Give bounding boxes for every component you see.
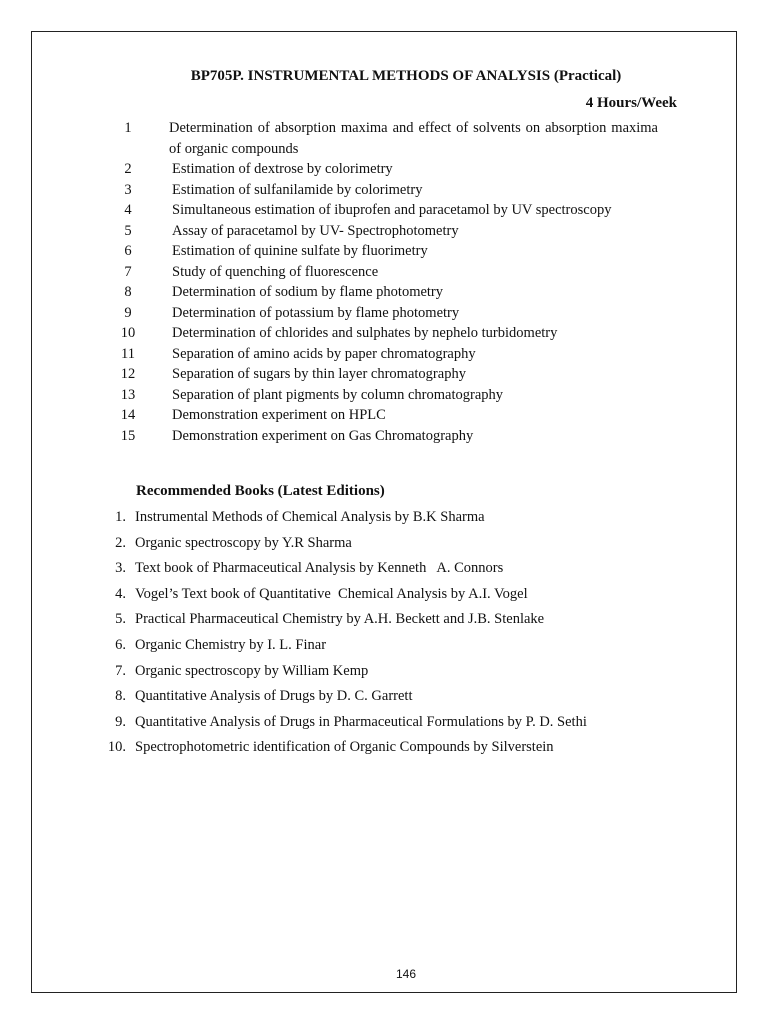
list-item [0,426,768,447]
item-number: 13 [120,386,136,403]
list-item [0,607,768,633]
item-number: 5. [115,611,126,628]
item-text: Vogel’s Text book of Quantitative Chemical Analysis by A.I. Vogel [135,585,528,602]
item-number: 12 [120,366,136,382]
item-number: 1. [115,509,126,525]
list-item [0,221,768,242]
item-text: Quantitative Analysis of Drugs in Pharmaceutical Formulations by P. D. Sethi [135,713,587,730]
item-text: Organic spectroscopy by Y.R Sharma [135,534,352,551]
item-number: 3. [115,560,126,577]
item-text: Separation of sugars by thin layer chromatography [172,366,466,382]
list-item [0,200,768,221]
item-text: Organic spectroscopy by William Kemp [135,662,369,679]
item-text: Determination of absorption maxima and effect of solvents on absorption maxima of organic compounds [169,120,658,157]
hours-per-week: 4 Hours/Week [585,95,677,111]
item-number: 6. [115,636,126,653]
item-text: Assay of paracetamol by UV- Spectrophotometry [172,222,459,239]
item-number: 14 [120,407,136,423]
item-number: 5 [124,222,132,239]
item-number: 4. [115,585,126,602]
item-number: 10 [120,325,136,341]
item-text: Quantitative Analysis of Drugs by D. C. Garrett [135,688,413,705]
item-text: Estimation of dextrose by colorimetry [172,161,393,177]
item-text: Determination of chlorides and sulphates by nephelo turbidometry [172,325,558,341]
item-number: 2 [124,161,132,177]
list-item [0,735,768,761]
list-item [0,633,768,659]
page-number: 146 [395,967,417,981]
item-number: 9 [124,304,132,321]
item-text: Demonstration experiment on HPLC [172,407,386,423]
list-item [0,684,768,710]
list-item [0,531,768,557]
list-item [0,582,768,608]
list-item [0,344,768,365]
item-number: 6 [124,243,132,259]
item-number: 15 [120,427,136,444]
practicals-list [0,118,768,446]
item-text: Organic Chemistry by I. L. Finar [135,636,327,653]
document-title: BP705P. INSTRUMENTAL METHODS OF ANALYSIS (Practical) [190,68,622,84]
item-text: Practical Pharmaceutical Chemistry by A.H. Beckett and J.B. Stenlake [135,611,545,628]
list-item [0,323,768,344]
books-heading: Recommended Books (Latest Editions) [136,483,385,499]
item-text: Simultaneous estimation of ibuprofen and paracetamol by UV spectroscopy [172,202,612,218]
item-number: 2. [115,534,126,551]
item-number: 8 [124,284,132,300]
item-text: Instrumental Methods of Chemical Analysis by B.K Sharma [135,509,485,525]
item-number: 9. [115,713,126,730]
item-number: 11 [121,345,135,362]
item-number: 10. [107,739,126,756]
list-item [0,262,768,283]
item-text: Study of quenching of fluorescence [172,263,379,280]
item-text: Demonstration experiment on Gas Chromatography [172,427,474,444]
list-item [0,659,768,685]
item-number: 4 [124,202,132,218]
item-text: Separation of plant pigments by column chromatography [172,386,504,403]
item-text: Determination of sodium by flame photometry [172,284,444,300]
list-item [0,710,768,736]
list-item [0,364,768,385]
list-item [0,505,768,531]
list-item [0,159,768,180]
list-item [0,405,768,426]
item-text: Estimation of quinine sulfate by fluorimetry [172,243,428,259]
list-item [0,556,768,582]
item-text: Text book of Pharmaceutical Analysis by Kenneth A. Connors [135,560,504,577]
item-text: Determination of potassium by flame photometry [172,304,460,321]
item-number: 3 [124,181,132,198]
list-item [0,241,768,262]
list-item [0,118,768,159]
item-number: 1 [124,120,132,136]
list-item [0,180,768,201]
books-list [0,505,768,761]
item-number: 7 [124,263,132,280]
item-text: Spectrophotometric identification of Organic Compounds by Silverstein [135,739,554,756]
item-number: 8. [115,688,126,705]
list-item [0,385,768,406]
item-text: Separation of amino acids by paper chromatography [172,345,476,362]
item-number: 7. [115,662,126,679]
list-item [0,303,768,324]
list-item [0,282,768,303]
item-text: Estimation of sulfanilamide by colorimetry [172,181,423,198]
